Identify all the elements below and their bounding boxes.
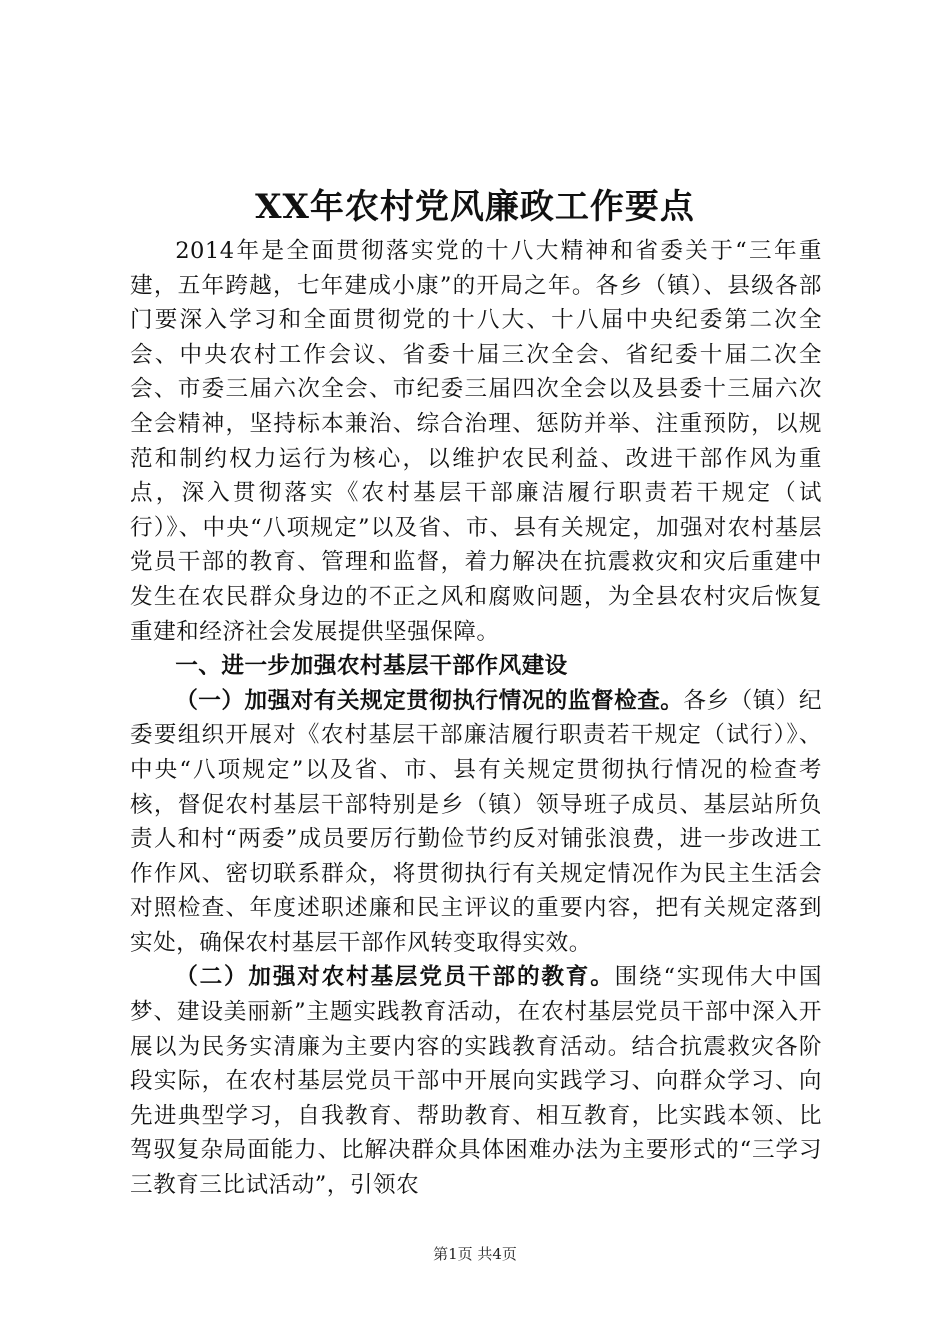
item-lead-2: （二）加强对农村基层党员干部的教育。 bbox=[175, 964, 615, 991]
item-body-2: 围绕“实现伟大中国梦、建设美丽新”主题实践教育活动，在农村基层党员干部中深入开展以为民务实清廉为主要内容的实践教育活动。结合抗震救灾各阶段实际，在农村基层党员干部中开展向实践学习、向群众学习、向先进典型学习，自我教育、帮助教育、相互教育，比实践本领、比驾驭复杂局面能力、比解决群众具体困难办法为主要形式的“三学习三教育三比试活动”，引领农 bbox=[130, 964, 822, 1199]
document-body bbox=[130, 234, 822, 1203]
document-title: XX年农村党风廉政工作要点 bbox=[255, 187, 695, 227]
page-footer: 第1页 共4页 bbox=[433, 1245, 517, 1263]
item-lead-1: （一）加强对有关规定贯彻执行情况的监督检查。 bbox=[175, 687, 684, 714]
item-paragraph-2 bbox=[130, 960, 822, 1202]
section-heading: 一、进一步加强农村基层干部作风建设 bbox=[175, 653, 568, 680]
item-paragraph-1 bbox=[130, 684, 822, 961]
item-body-1: 各乡（镇）纪委要组织开展对《农村基层干部廉洁履行职责若干规定（试行）》、中央“八项规定”以及省、市、县有关规定贯彻执行情况的检查考核，督促农村基层干部特别是乡（镇）领导班子成员、基层站所负责人和村“两委”成员要厉行勤俭节约反对铺张浪费，进一步改进工作作风、密切联系群众，将贯彻执行有关规定情况作为民主生活会对照检查、年度述职述廉和民主评议的重要内容，把有关规定落到实处，确保农村基层干部作风转变取得实效。 bbox=[130, 687, 823, 956]
intro-paragraph: 2014年是全面贯彻落实党的十八大精神和省委关于“三年重建，五年跨越，七年建成小康”的开局之年。各乡（镇）、县级各部门要深入学习和全面贯彻党的十八大、十八届中央纪委第二次全会、中央农村工作会议、省委十届三次全会、省纪委十届二次全会、市委三届六次全会、市纪委三届四次全会以及县委十三届六次全会精神，坚持标本兼治、综合治理、惩防并举、注重预防，以规范和制约权力运行为核心，以维护农民利益、改进干部作风为重点，深入贯彻落实《农村基层干部廉洁履行职责若干规定（试行）》、中央“八项规定”以及省、市、县有关规定，加强对农村基层党员干部的教育、管理和监督，着力解决在抗震救灾和灾后重建中发生在农民群众身边的不正之风和腐败问题，为全县农村灾后恢复重建和经济社会发展提供坚强保障。 bbox=[130, 238, 822, 645]
